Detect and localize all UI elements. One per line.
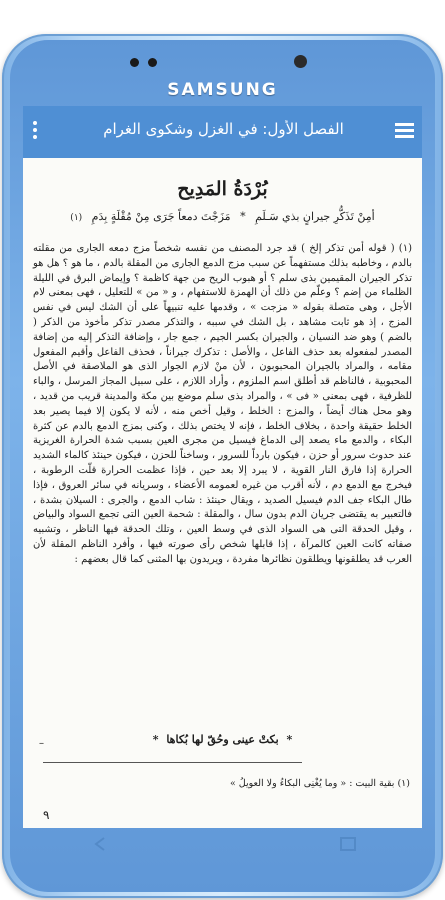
front-camera-icon <box>294 55 307 68</box>
back-nav-icon[interactable] <box>90 836 110 852</box>
screen <box>23 106 422 828</box>
quote-star-icon: * <box>152 733 159 746</box>
device-brand-logo: SAMSUNG <box>167 80 278 100</box>
footnote-divider <box>43 762 302 763</box>
opening-verse <box>29 210 416 223</box>
sensor-dot-icon <box>148 58 157 67</box>
book-page[interactable] <box>23 158 422 828</box>
verse-second-hemistich: مَزَجْتَ دمعاً جَرَى مِنْ مُقْلَةٍ بِدَمِ <box>91 210 231 223</box>
commentary-paragraph: (١) ( قوله أمن تذكر إلخ ) قد جرد المصنف من نفسه شخصاً مزج دمعه الجارى من مقلته بالدم ، وخاطبه بذلك مستفهماً عن سبب مزج الدمع الجارى من المقلة بالدم ، ما هو ؟ هل هو تذكر الجيران المقيمين بذى سلم ؟ أو هبوب الريح من جهة كاظمة ؟ وإيماض البرق في الليلة الظلماء من إضم ؟ وعلّم من ذلك أن الهمزة للاستفهام ، و « من » للتعليل ، فهى بمعنى لام الأجل ، وهى متصلة بقوله « مزجت » ، وقدمها عليه تنبيهاً على أن الشك ليس في نفس المزج ، إذ هو ثابت مشاهد ، بل الشك في سببه ، والتذكر مصدر تذكر مأخوذ من الذكر ( بالضم ) وهو ضد النسيان ، والجيران بكسر الجيم ، جمع جار ، وإضافة التذكر إليه من إضافة المصدر لمفعوله بعد حذف الفاعل ، والأصل : تذكرك جيراناً ، فحذف الفاعل وأقيم المفعول مقامه ، والمراد بالجيران المحبوبون ، لأن منْ لازم الجوار الذى هو الملاصقة في الأصل المحبوبية ، فالناظم قد أطلق اسم الملزوم ، وأراد اللازم ، على سبيل المجاز المرسل ، والباء للظرفية ، فهى بمعنى « فى » ، والمراد بذى سلم موضع بين مكة والمدينة قريب من قديد ، وهو محل هناك أيضاً ، والمزج : الخلط ، وقيل أخص منه ، لأنه لا يكون إلا فيما يصير بعد الخلط حقيقة واحدة ، بخلاف الخلط ، فإنه لا يختص بذلك ، وكنى بمزج الدمع بالدم عن كثرة البكاء ، والدمع ماء يصعد إلى الدماغ فيسيل من مجرى العين بسبب شدة الحرارة الغريزية عند حدوث سرور أو حزن ، فيكون بارداً للسرور ، وساخناً للحزن ، فيكون حينئذ كالماء الشديد الحرارة إذا فارق النار القوية ، لا يبرد إلا بعد حين ، فإذا عظمت الحرارة قلّت الرطوبة ، فيخرج مع الدمع دم ، لأنه أقرب من غيره لعمومه الأعضاء ، وسريانه في سائر العروق ، فإذا طال البكاء جف الدم فيسيل الصديد ، ويقال حينئذ : شاب الدمع ، والجرى : السيلان بشدة ، فالتعبير به يقتضى جريان الدم بدون سال ، والمقلة : شحمة العين التى تجمع السواد والبياض ، وقيل الحدقة التى هى السواد الذى في وسط العين ، وتلك الحدقة فيها الناظر ، وتشبيه صفاته كانت العين كالمرآة ، إذا قابلها شخص رأى صورته فيها ، وأفرد الناظم المقلة لأن العرب قد يطلقونها ويطلقون نظائرها مفردة ، ويريدون بها المثنى كما قال بعضهم : <box>33 243 413 565</box>
quoted-verse <box>43 733 402 746</box>
commentary-text <box>33 242 412 568</box>
poem-title: بُرْدَةُ المَدِيح <box>177 178 268 200</box>
menu-icon[interactable] <box>395 123 414 139</box>
app-bar <box>23 106 422 158</box>
footnote-reference: (١) <box>70 213 83 223</box>
continuation-mark: – <box>39 738 44 749</box>
page-number: ٩ <box>43 808 50 822</box>
more-options-icon[interactable] <box>32 121 38 141</box>
recent-apps-icon[interactable] <box>338 836 358 852</box>
camera-dot-icon <box>130 58 139 67</box>
quoted-verse-text: بكتْ عينى وحُقّ لها بُكاها <box>166 733 279 746</box>
quote-star-icon: * <box>286 733 293 746</box>
page-footnote: (١) بقية البيت : « وما يُغْنِى البكاءُ ولا العويلُ » <box>229 778 410 789</box>
verse-first-hemistich: أمِنْ تَذَكُّرِ جيرانٍ بذي سَـلَمِ <box>255 210 375 223</box>
verse-separator: * <box>240 210 246 223</box>
chapter-title: الفصل الأول: في الغزل وشكوى الغرام <box>103 120 344 138</box>
